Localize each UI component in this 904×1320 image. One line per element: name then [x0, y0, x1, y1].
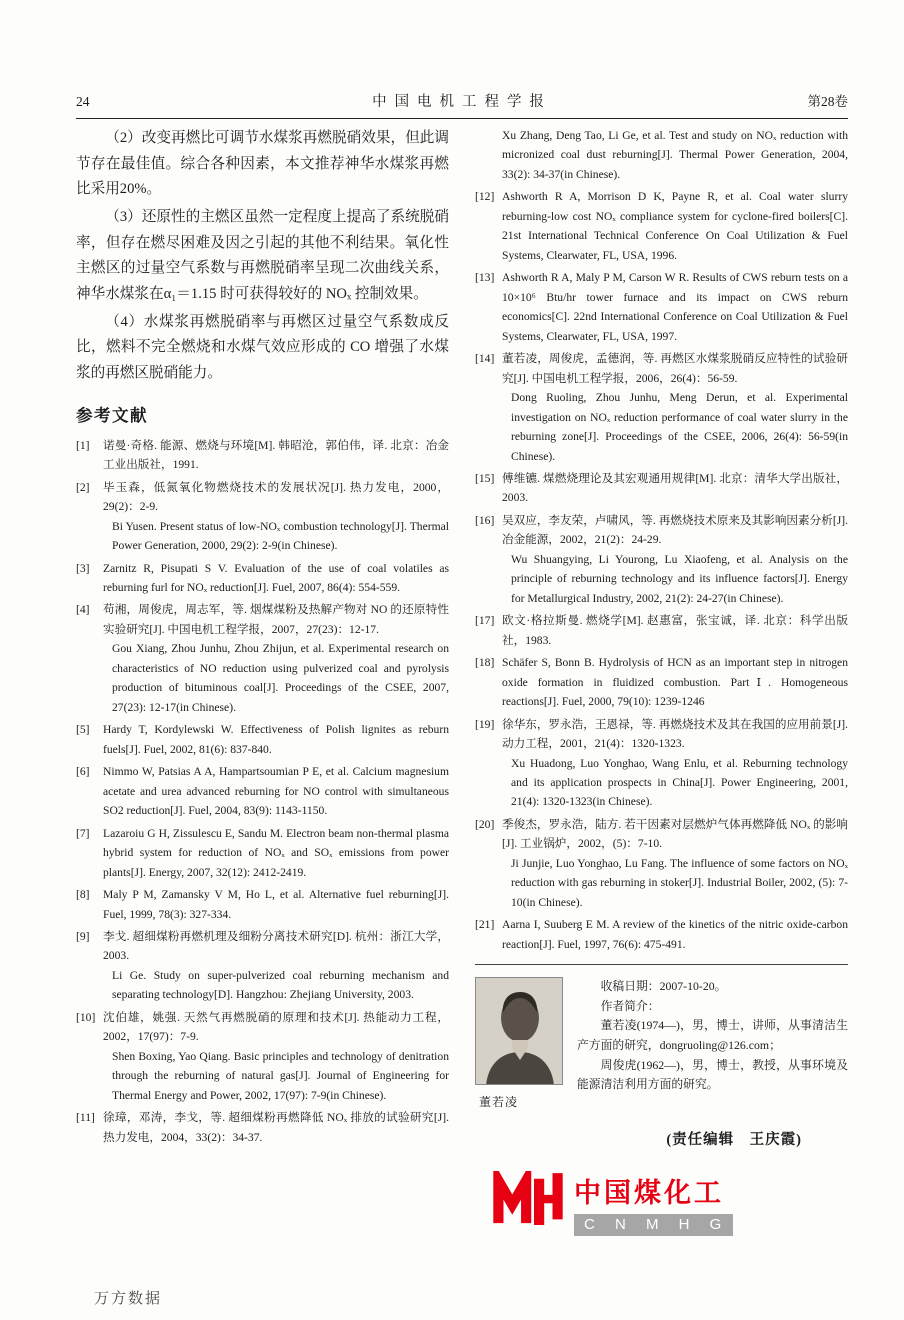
content-columns	[76, 126, 848, 1236]
references-left	[76, 436, 449, 1147]
photo-caption: 董若凌	[479, 1095, 519, 1110]
reference-number: [10]	[76, 1010, 96, 1024]
reference-item	[475, 469, 848, 508]
reference-translation: Wu Shuangying, Li Yourong, Lu Xiaofeng, et al. Analysis on the principle of reburning technology and its influence factors[J]. Energy for Metallurgical Industry, 2002, 21(2): 24-27(in Chinese).	[511, 552, 848, 605]
page-number: 24	[76, 94, 90, 109]
reference-item	[475, 126, 848, 184]
reference-text: 傅维镳. 煤燃烧理论及其宏观通用规律[M]. 北京：清华大学出版社，2003.	[502, 471, 848, 505]
reference-text: 吴双应，李友荣，卢啸风，等. 再燃烧技术原来及其影响因素分析[J]. 冶金能源，2002，21(2)：24-29. Wu Shuangying, Li Yourong, Lu Xiaofeng, et al. Analysis on the principle of reburning technology and its influence factors[J]. Energy for Metallurgical Industry, 2002, 21(2): 24-27(in Chinese).	[502, 511, 848, 608]
reference-item	[76, 436, 449, 475]
logo-latin-name: C N M H G	[574, 1214, 733, 1236]
reference-text: 毕玉森，低氮氧化物燃烧技术的发展状况[J]. 热力发电，2000，29(2)：2-9. Bi Yusen. Present status of low-NOₓ combustion technology[J]. Thermal Power Generation, 2000, 29(2): 2-9(in Chinese).	[103, 478, 449, 556]
reference-item	[475, 611, 848, 650]
reference-translation: Dong Ruoling, Zhou Junhu, Meng Derun, et al. Experimental investigation on NOₓ reduction performance of coal water slurry in the reburning zone[J]. Proceedings of the CSEE, 2006, 26(4): 56-59(in Chinese).	[511, 391, 848, 463]
reference-item	[76, 927, 449, 1005]
reference-number: [19]	[475, 717, 495, 731]
reference-item	[76, 885, 449, 924]
reference-item	[475, 268, 848, 346]
reference-text: 苟湘，周俊虎，周志军，等. 烟煤煤粉及热解产物对 NO 的还原特性实验研究[J]. 中国电机工程学报，2007，27(23)：12-17. Gou Xiang, Zhou Junhu, Zhou Zhijun, et al. Experimental research on characteristics of NO reduction using pulverized coal and pyrolysis production of bituminous coal[J]. Proceedings of the CSEE, 2007, 27(23): 12-17(in Chinese).	[103, 600, 449, 717]
author-photo-block	[475, 977, 565, 1110]
logo-chinese-name: 中国煤化工	[574, 1178, 724, 1209]
journal-title: 中国电机工程学报	[372, 94, 552, 110]
reference-text: 沈伯雄，姚强. 天然气再燃脱硝的原理和技术[J]. 热能动力工程，2002，17(97)：7-9. Shen Boxing, Yao Qiang. Basic principles and technology of denitration through the reburning of natural gas[J]. Journal of Engineering for Thermal Energy and Power, 2002, 17(97): 7-9(in Chinese).	[103, 1008, 449, 1105]
bio-label: 作者简介：	[600, 998, 660, 1013]
reference-number: [16]	[475, 513, 495, 527]
wanfang-watermark: 万方数据	[94, 1291, 163, 1307]
reference-number: [8]	[76, 888, 90, 902]
page-header	[76, 90, 848, 119]
reference-number: [9]	[76, 929, 90, 943]
reference-item	[76, 1108, 449, 1147]
reference-text: Aarna I, Suuberg E M. A review of the kinetics of the nitric oxide-carbon reaction[J]. Fuel, 1997, 76(6): 475-491.	[502, 918, 848, 951]
reference-number: [20]	[475, 817, 495, 831]
reference-text: Maly P M, Zamansky V M, Ho L, et al. Alternative fuel reburning[J]. Fuel, 1999, 78(3): 327-334.	[103, 888, 449, 921]
conclusion-paragraph: （3）还原性的主燃区虽然一定程度上提高了系统脱硝率，但存在燃尽困难及因之引起的其他不利结果。氧化性主燃区的过量空气系数与再燃脱硝率呈现二次曲线关系，神华水煤浆在α₁＝1.15 时可获得较好的 NOₓ 控制效果。	[76, 209, 449, 303]
reference-text: 李戈. 超细煤粉再燃机理及细粉分离技术研究[D]. 杭州：浙江大学，2003. Li Ge. Study on super-pulverized coal reburning mechanism and separating technology[D]. Hangzhou: Zhejiang University, 2003.	[103, 927, 449, 1005]
reference-item	[475, 187, 848, 265]
reference-item	[76, 1008, 449, 1105]
reference-number: [1]	[76, 438, 90, 452]
reference-number: [7]	[76, 826, 90, 840]
references-right	[475, 126, 848, 954]
conclusion-paragraph: （2）改变再燃比可调节水煤浆再燃脱硝效果，但此调节存在最佳值。综合各种因素，本文推荐神华水煤浆再燃比采用20%。	[76, 130, 449, 198]
reference-item	[76, 600, 449, 717]
reference-number: [21]	[475, 918, 495, 932]
conclusion-paragraphs	[76, 126, 449, 387]
conclusion-paragraph: （4）水煤浆再燃脱硝率与再燃区过量空气系数成反比，燃料不完全燃烧和水煤气效应形成的 CO 增强了水煤浆的再燃区脱硝能力。	[76, 313, 449, 382]
author-bio	[577, 977, 848, 1110]
reference-item	[76, 762, 449, 820]
reference-number: [4]	[76, 603, 90, 617]
mh-monogram-icon	[491, 1171, 565, 1229]
reference-number: [14]	[475, 352, 495, 366]
reference-item	[475, 511, 848, 608]
reference-number	[475, 126, 502, 184]
reference-text: 徐璋，邓涛，李戈，等. 超细煤粉再燃降低 NOₓ 排放的试验研究[J]. 热力发电，2004，33(2)：34-37.	[103, 1111, 449, 1144]
reference-text: 董若凌，周俊虎，孟德润，等. 再燃区水煤浆脱硝反应特性的试验研究[J]. 中国电机工程学报，2006，26(4)：56-59. Dong Ruoling, Zhou Junhu, Meng Derun, et al. Experimental investigation on NOₓ reduction performance of coal water slurry in the reburning zone[J]. Proceedings of the CSEE, 2006, 26(4): 56-59(in Chinese).	[502, 349, 848, 466]
references-heading: 参考文献	[76, 405, 148, 425]
reference-text: 徐华东，罗永浩，王恩禄，等. 再燃烧技术及其在我国的应用前景[J]. 动力工程，2001，21(4)：1320-1323. Xu Huadong, Luo Yonghao, Wang Enlu, et al. Reburning technology and its application prospects in China[J]. Power Engineering, 2001, 21(4): 1320-1323(in Chinese).	[502, 715, 848, 812]
reference-translation: Bi Yusen. Present status of low-NOₓ combustion technology[J]. Thermal Power Generation, 2000, 29(2): 2-9(in Chinese).	[112, 519, 449, 553]
reference-number: [18]	[475, 656, 495, 670]
logo-text-block	[574, 1171, 733, 1236]
reference-number: [6]	[76, 765, 90, 779]
reference-item	[475, 653, 848, 711]
left-column	[76, 126, 449, 1236]
reference-text: Nimmo W, Patsias A A, Hampartsoumian P E, et al. Calcium magnesium acetate and urea advanced reburning for NO control with simultaneous SO2 reduction[J]. Fuel, 2004, 83(9): 1143-1150.	[103, 765, 449, 818]
reference-item	[76, 478, 449, 556]
reference-number: [2]	[76, 480, 90, 494]
reference-text: Ashworth R A, Morrison D K, Payne R, et al. Coal water slurry reburning-low cost NOₓ compliance system for cyclone-fired boilers[C]. 21st International Technical Conference On Coal Utilization & Fuel Systems, Clearwater, FL, USA, 1996.	[502, 190, 848, 262]
reference-text: Schäfer S, Bonn B. Hydrolysis of HCN as an important step in nitrogen oxide formation in fluidized combustion. PartⅠ. Homogeneous reactions[J]. Fuel, 2000, 79(10): 1239-1246	[502, 656, 848, 709]
author-photo	[475, 977, 563, 1085]
bio-entry: 周俊虎(1962—)，男，博士，教授，从事环境及能源清洁利用方面的研究。	[577, 1057, 848, 1092]
reference-text: Ashworth R A, Maly P M, Carson W R. Results of CWS reburn tests on a 10×10⁶ Btu/hr tower furnace and its impact on CWS reburn economics[C]. 22nd International Conference on Coal Utilization & Fuel Systems, Clearwater, FL, USA, 1997.	[502, 271, 848, 343]
reference-number: [11]	[76, 1111, 95, 1125]
reference-item	[475, 349, 848, 466]
reference-item	[475, 715, 848, 812]
bio-entry: 董若凌(1974—)，男，博士，讲师，从事清洁生产方面的研究，dongruoling@126.com；	[577, 1018, 848, 1052]
reference-text: 欧文·格拉斯曼. 燃烧学[M]. 赵惠富，张宝诚，译. 北京：科学出版社，1983.	[502, 614, 848, 647]
reference-number: [15]	[475, 471, 495, 485]
reference-number: [5]	[76, 723, 90, 737]
received-date: 收稿日期：2007-10-20。	[600, 979, 727, 994]
reference-translation: Shen Boxing, Yao Qiang. Basic principles and technology of denitration through the reburning of natural gas[J]. Journal of Engineering for Thermal Energy and Power, 2002, 17(97): 7-9(in Chinese).	[112, 1049, 449, 1102]
reference-item	[475, 915, 848, 954]
author-info-box	[475, 964, 848, 1110]
portrait-silhouette-icon	[476, 978, 563, 1085]
reference-number: [17]	[475, 614, 495, 628]
reference-text: 诺曼·奇格. 能源、燃烧与环境[M]. 韩昭沧，郭伯伟，译. 北京：冶金工业出版社，1991.	[103, 438, 449, 472]
reference-number: [13]	[475, 271, 495, 285]
reference-text: 季俊杰，罗永浩，陆方. 若干因素对层燃炉气体再燃降低 NOₓ 的影响[J]. 工业锅炉，2002，(5)：7-10. Ji Junjie, Luo Yonghao, Lu Fang. The influence of some factors on NOₓ reduction with gas reburning in stoker[J]. Industrial Boiler, 2002, (5): 7-10(in Chinese).	[502, 815, 848, 912]
publisher-logo	[491, 1171, 848, 1236]
editor-note: (责任编辑 王庆霞)	[666, 1132, 802, 1149]
bio-entries	[577, 1016, 848, 1094]
reference-translation: Gou Xiang, Zhou Junhu, Zhou Zhijun, et al. Experimental research on characteristics of NO reduction using pulverized coal and pyrolysis production of bituminous coal[J]. Proceedings of the CSEE, 2007, 27(23): 12-17(in Chinese).	[112, 642, 449, 714]
reference-number: [3]	[76, 561, 90, 575]
reference-text: Lazaroiu G H, Zissulescu E, Sandu M. Electron beam non-thermal plasma hybrid system for reduction of NOₓ and SOₓ emissions from power plants[J]. Energy, 2007, 32(12): 2412-2419.	[103, 826, 449, 879]
reference-number: [12]	[475, 190, 495, 204]
reference-translation: Ji Junjie, Luo Yonghao, Lu Fang. The influence of some factors on NOₓ reduction with gas reburning in stoker[J]. Industrial Boiler, 2002, (5): 7-10(in Chinese).	[511, 856, 848, 909]
reference-item	[76, 824, 449, 882]
reference-item	[475, 815, 848, 912]
reference-text: Zarnitz R, Pisupati S V. Evaluation of the use of coal volatiles as reburning furl for NOₓ reduction[J]. Fuel, 2007, 86(4): 554-559.	[103, 561, 449, 594]
reference-text: Hardy T, Kordylewski W. Effectiveness of Polish lignites as reburn fuels[J]. Fuel, 2002, 81(6): 837-840.	[103, 723, 449, 756]
right-column	[475, 126, 848, 1236]
reference-translation: Xu Huadong, Luo Yonghao, Wang Enlu, et al. Reburning technology and its application prospects in China[J]. Power Engineering, 2001, 21(4): 1320-1323(in Chinese).	[511, 756, 848, 809]
reference-item	[76, 720, 449, 759]
reference-text: Xu Zhang, Deng Tao, Li Ge, et al. Test and study on NOₓ reduction with micronized coal dust reburning[J]. Thermal Power Generation, 2004, 33(2): 34-37(in Chinese).	[502, 129, 848, 181]
reference-translation: Li Ge. Study on super-pulverized coal reburning mechanism and separating technology[D]. Hangzhou: Zhejiang University, 2003.	[112, 968, 449, 1002]
volume-label: 第28卷	[807, 94, 848, 109]
reference-item	[76, 559, 449, 598]
